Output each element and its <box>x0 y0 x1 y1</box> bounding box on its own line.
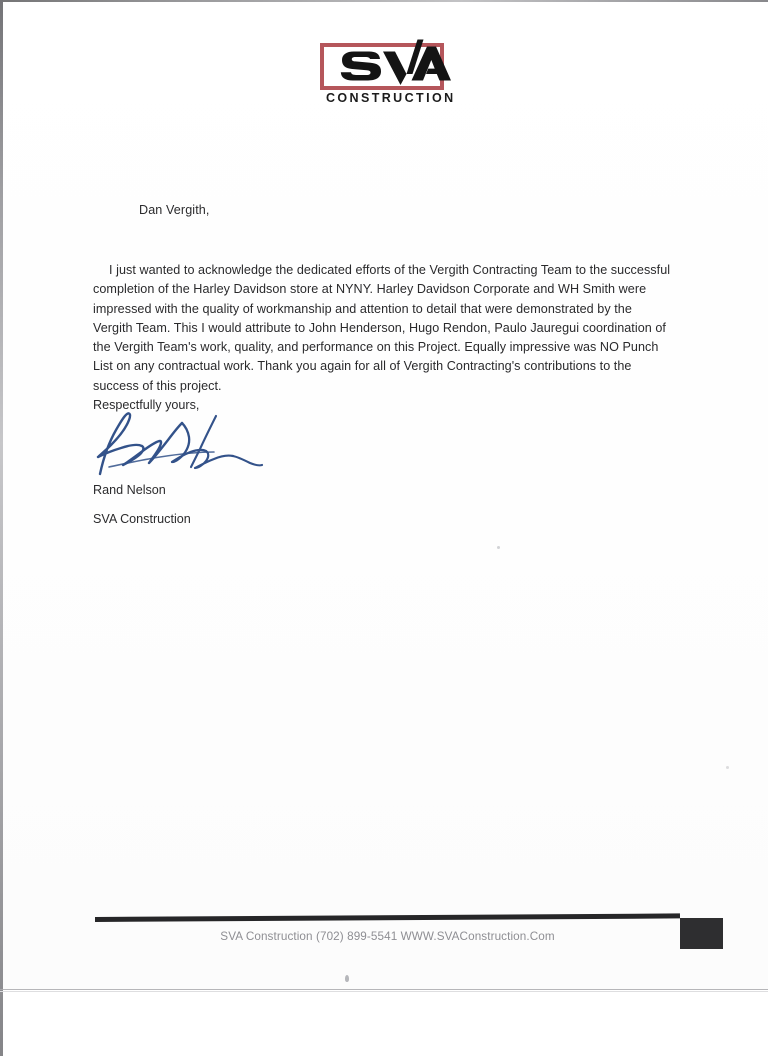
signer-company: SVA Construction <box>93 512 191 526</box>
logo-wordmark: CONSTRUCTION <box>326 91 456 105</box>
sva-construction-logo <box>320 38 456 114</box>
footer-contact-text: SVA Construction (702) 899-5541 WWW.SVAConstruction.Com <box>220 930 555 943</box>
footer-dark-block <box>680 918 723 949</box>
letter-body-paragraph: I just wanted to acknowledge the dedicated efforts of the Vergith Contracting Team to the successful completion of the Harley Davidson store at NYNY. Harley Davidson Corporate and WH Smith were impressed with the quality of workmanship and attention to detail that were demonstrated by the Vergith Team. This I would attribute to John Henderson, Hugo Rendon, Paulo Jauregui coordination of the Vergith Team's work, quality, and performance on this Project. Equally impressive was NO Punch List on any contractual work. Thank you again for all of Vergith Contracting's contributions to the success of this project. <box>93 263 671 393</box>
closing-line: Respectfully yours, <box>93 398 200 412</box>
scan-speck <box>345 975 349 982</box>
scan-seam-line <box>0 991 768 992</box>
scan-seam-line <box>0 989 768 990</box>
salutation: Dan Vergith, <box>139 203 210 217</box>
logo-sva-lettermark-icon <box>320 38 452 96</box>
scan-speck <box>497 546 500 549</box>
scan-edge-left <box>0 0 3 1056</box>
scan-edge-top <box>3 0 768 2</box>
handwritten-signature <box>78 404 283 486</box>
scan-speck <box>726 766 729 769</box>
signer-name: Rand Nelson <box>93 483 166 497</box>
